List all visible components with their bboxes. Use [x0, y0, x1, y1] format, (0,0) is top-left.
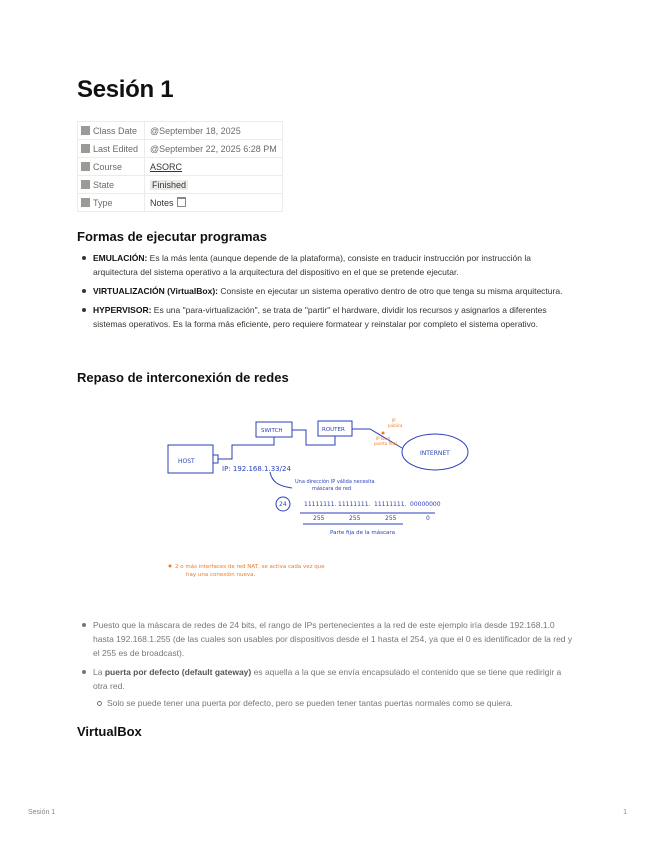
ip-label: IP: 192.168.1.33/24 — [222, 465, 291, 473]
octet-bits: 11111111. — [304, 501, 337, 508]
sub-list-item: Solo se puede tener una puerta por defecto, pero se pueden tener tantas puertas normales como se quiera. — [93, 696, 577, 710]
nat-note-line-2: hay una conexión nueva. — [186, 572, 256, 578]
property-key: Type — [93, 197, 113, 208]
router-note-line-1: IP local — [376, 436, 391, 441]
footer-page-number: 1 — [623, 809, 627, 816]
internet-label: INTERNET — [420, 450, 450, 457]
mask-caption: Parte fija de la máscara — [330, 530, 395, 536]
ip-note-line-1: Una dirección IP válida necesita — [295, 479, 375, 485]
select-icon — [81, 198, 90, 207]
section-heading-virtualbox: VirtualBox — [77, 724, 142, 739]
public-note-line-2: pública — [388, 423, 403, 428]
orange-dot — [382, 432, 385, 435]
property-row — [78, 158, 283, 176]
item-prefix: La — [93, 667, 105, 677]
list-item — [77, 618, 577, 660]
property-value[interactable]: @September 18, 2025 — [145, 122, 283, 140]
type-tag[interactable]: Notes — [150, 198, 174, 208]
router-label: ROUTER — [322, 427, 345, 433]
term: puerta por defecto (default gateway) — [104, 667, 252, 677]
property-value: @September 22, 2025 6:28 PM — [145, 140, 283, 158]
octet-value: 255 — [349, 515, 361, 522]
host-port — [213, 455, 218, 463]
property-row — [78, 176, 283, 194]
octet-value: 255 — [385, 515, 397, 522]
network-diagram — [160, 400, 490, 590]
term-description: Consiste en ejecutar un sistema operativo dentro de otro que tenga su misma arquitectura. — [217, 286, 563, 296]
property-row — [78, 122, 283, 140]
switch-label: SWITCH — [261, 428, 283, 434]
property-key: Class Date — [93, 125, 138, 136]
relation-icon — [81, 162, 90, 171]
notes-icon — [177, 197, 186, 207]
property-key: Course — [93, 161, 123, 172]
property-row — [78, 140, 283, 158]
term-description: Es una "para-virtualización", se trata de "partir" el hardware, dividir los recursos y asignarlos a diferentes sistemas operativos. Es la forma más eficiente, pero requiere formatear y reinstalar por completo el sistema operativo. — [93, 305, 547, 329]
page-title: Sesión 1 — [77, 76, 174, 103]
term-description: Es la más lenta (aunque depende de la plataforma), consiste en traducir instrucción por instrucción la arquitectura del sistema operativo a la arquitectura del dispositivo en el que se pretende ejecutar. — [93, 253, 531, 277]
properties-table — [77, 121, 283, 212]
list-item — [77, 284, 577, 298]
list-item — [77, 665, 577, 710]
octet-bits: 00000000 — [410, 501, 441, 508]
state-tag[interactable]: Finished — [152, 179, 187, 190]
status-icon — [81, 180, 90, 189]
section-heading-formas: Formas de ejecutar programas — [77, 229, 268, 244]
item-text: es aquella a la que se envía encapsulado el contenido que se tiene que redirigir a otra red. — [93, 667, 562, 691]
item-text: Puesto que la máscara de redes de 24 bits, el rango de IPs pertenecientes a la red de este ejemplo iría desde 192.168.1.0 hasta 192.168.1.255 (de las cuales son usables por dispositivos desde el 1 hasta el 254, ya que el 0 es identificador de la red y el 255 es de broadcast). — [93, 620, 573, 658]
ip-note-line-2: máscara de red — [312, 486, 352, 492]
list-item — [77, 251, 577, 279]
course-link[interactable]: ASORC — [150, 161, 183, 172]
calendar-icon — [81, 126, 90, 135]
list-item — [77, 303, 577, 331]
octet-bits: 11111111. — [374, 501, 407, 508]
orange-bullet — [169, 565, 172, 568]
sub-list — [93, 696, 577, 710]
ip-arrow — [270, 472, 292, 488]
octet-value: 255 — [313, 515, 325, 522]
property-key: State — [93, 179, 115, 190]
term: VIRTUALIZACIÓN (VirtualBox): — [93, 286, 218, 296]
host-label: HOST — [178, 458, 195, 465]
term: HYPERVISOR: — [93, 305, 152, 315]
nat-note-line-1: 2 o más interfaces de red NAT, se activa cada vez que — [175, 564, 325, 570]
octet-bits: 11111111. — [338, 501, 371, 508]
host-switch-link — [218, 437, 274, 459]
octet-value: 0 — [426, 515, 430, 522]
property-key: Last Edited — [93, 143, 139, 154]
public-note-line-1: IP — [392, 418, 396, 423]
execution-methods-list — [77, 251, 577, 336]
clock-icon — [81, 144, 90, 153]
mask-bits: 24 — [279, 501, 287, 508]
footer-page-title: Sesión 1 — [28, 809, 56, 816]
term: EMULACIÓN: — [93, 253, 148, 263]
network-notes-list — [77, 618, 577, 715]
router-note-line-2: puerta final — [374, 441, 398, 446]
property-row — [78, 194, 283, 212]
section-heading-redes: Repaso de interconexión de redes — [77, 370, 289, 385]
